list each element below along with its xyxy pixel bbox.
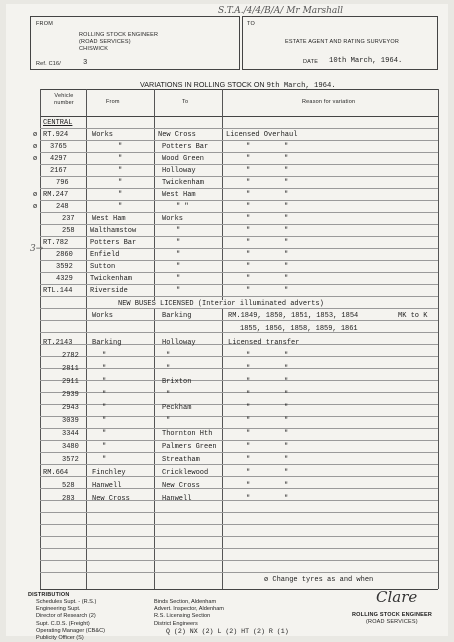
to-depot: Holloway [162, 167, 196, 175]
reason: " [246, 482, 251, 490]
tyre-mark: ø [33, 143, 38, 151]
reason: " [246, 287, 251, 295]
to-depot: New Cross [162, 482, 200, 490]
distribution-item: Director of Research (2) [36, 613, 96, 620]
reason-ditto: " [284, 495, 289, 503]
reason: Licensed Overhaul [226, 131, 298, 139]
vehicle-number: 3344 [62, 430, 79, 438]
distribution-title: DISTRIBUTION [28, 592, 70, 598]
from-depot: Potters Bar [90, 239, 137, 247]
reason-ditto: " [284, 251, 289, 259]
from-depot: " [102, 430, 107, 438]
vehicle-number: 2811 [62, 365, 79, 373]
ref-value: 3 [83, 59, 88, 67]
vehicle-number: 3039 [62, 417, 79, 425]
to-depot: " [176, 227, 181, 235]
reason-ditto: " [284, 275, 289, 283]
table-header-row [40, 89, 438, 117]
new-buses-extra: MK to K [398, 312, 428, 320]
from-depot: New Cross [92, 495, 130, 503]
to-depot: " " [176, 203, 189, 211]
vehicle-number: 3592 [56, 263, 73, 271]
reason: " [246, 430, 251, 438]
reason-ditto: " [284, 167, 289, 175]
reason-ditto: " [284, 179, 289, 187]
vehicle-number: RT.782 [43, 239, 69, 247]
to-depot: Twickenham [162, 179, 205, 187]
to-depot: Peckham [162, 404, 192, 412]
new-buses-from: Works [92, 312, 114, 320]
margin-arrow-mark: 3→ [30, 244, 44, 254]
reason-ditto: " [284, 155, 289, 163]
to-depot: Holloway [162, 339, 196, 347]
from-label: FROM [36, 21, 53, 27]
vehicle-number: RTL.144 [43, 287, 73, 295]
distribution-item: District Engineers [154, 620, 198, 627]
reason: " [246, 203, 251, 211]
title-date: 9th March, 1964. [266, 82, 336, 90]
from-depot: " [102, 391, 107, 399]
to-depot: " [166, 352, 171, 360]
handwritten-note: S.T.A./4/4/B/A/ Mr Marshall [218, 6, 343, 16]
reason: " [246, 417, 251, 425]
from-depot: " [102, 365, 107, 373]
reason: " [246, 495, 251, 503]
vehicle-number: 2943 [62, 404, 79, 412]
from-depot: " [102, 352, 107, 360]
vehicle-number: 2939 [62, 391, 79, 399]
vehicle-number: 2860 [56, 251, 73, 259]
reason-ditto: " [284, 365, 289, 373]
reason-ditto: " [284, 469, 289, 477]
vehicle-number: RM.664 [43, 469, 69, 477]
vehicle-number: 237 [62, 215, 75, 223]
reason: " [246, 469, 251, 477]
to-depot: " [176, 275, 181, 283]
reason-ditto: " [284, 456, 289, 464]
tyre-mark: ø [33, 155, 38, 163]
reason-ditto: " [284, 378, 289, 386]
reason-ditto: " [284, 391, 289, 399]
from-box [30, 16, 240, 70]
to-depot: " [176, 263, 181, 271]
from-depot: " [102, 378, 107, 386]
distribution-item: R.S. Licensing Section [154, 613, 211, 620]
to-depot: " [176, 287, 181, 295]
from-depot: " [118, 155, 123, 163]
vehicle-number: 3480 [62, 443, 79, 451]
vehicle-number: 3765 [50, 143, 67, 151]
vehicle-number: 248 [56, 203, 69, 211]
new-buses-heading: NEW BUSES LICENSED (Interior illuminated adverts) [118, 300, 324, 308]
new-buses-to: Barking [162, 312, 192, 320]
vehicle-number: RT.2143 [43, 339, 73, 347]
reason: " [246, 227, 251, 235]
reason: " [246, 391, 251, 399]
reason-ditto: " [284, 417, 289, 425]
reason: " [246, 143, 251, 151]
vehicle-number: 258 [62, 227, 75, 235]
col-header-from: From [106, 99, 120, 105]
to-depot: " [166, 391, 171, 399]
distribution-item: Operating Manager (CB&C) [36, 627, 106, 634]
to-depot: New Cross [158, 131, 196, 139]
reason-ditto: " [284, 352, 289, 360]
from-depot: " [118, 143, 123, 151]
vehicle-number: 2167 [50, 167, 67, 175]
from-depot: Works [92, 131, 114, 139]
reason-ditto: " [284, 443, 289, 451]
reason-ditto: " [284, 239, 289, 247]
reason: " [246, 167, 251, 175]
to-depot: " [166, 365, 171, 373]
reason-ditto: " [284, 143, 289, 151]
from-depot: " [118, 179, 123, 187]
signature-line1: ROLLING STOCK ENGINEER [352, 612, 433, 618]
from-depot: " [118, 203, 123, 211]
to-depot: " [176, 239, 181, 247]
reason: " [246, 352, 251, 360]
reason: " [246, 263, 251, 271]
reason: " [246, 404, 251, 412]
vehicle-number: 4297 [50, 155, 67, 163]
distribution-codes: Q (2) NX (2) L (2) HT (2) R (1) [166, 628, 289, 635]
reason: " [246, 251, 251, 259]
from-line3: CHISWICK [79, 46, 109, 52]
reason-ditto: " [284, 215, 289, 223]
distribution-right-list [154, 599, 224, 628]
from-depot: Finchley [92, 469, 126, 477]
from-depot: " [118, 167, 123, 175]
reason-ditto: " [284, 404, 289, 412]
to-depot: Thornton Hth [162, 430, 213, 438]
reason-ditto: " [284, 287, 289, 295]
vehicle-number: 4329 [56, 275, 73, 283]
reason: Licensed transfer [228, 339, 300, 347]
title-prefix: VARIATIONS IN ROLLING STOCK ON [140, 80, 265, 89]
distribution-item: Engineering Supt. [36, 606, 81, 613]
to-box [242, 16, 438, 70]
new-buses-line1: RM.1849, 1850, 1851, 1853, 1854 [228, 312, 359, 320]
ref-label: Ref. C16/ [36, 61, 62, 67]
from-depot: West Ham [92, 215, 126, 223]
from-depot: " [102, 443, 107, 451]
from-depot: Twickenham [90, 275, 133, 283]
reason: " [246, 239, 251, 247]
distribution-item: Supt. C.D.S. (Freight) [36, 620, 90, 627]
reason: " [246, 365, 251, 373]
reason: " [246, 179, 251, 187]
from-depot: " [102, 417, 107, 425]
table-border-right [438, 89, 439, 589]
from-depot: Riverside [90, 287, 128, 295]
vehicle-number: 2911 [62, 378, 79, 386]
reason: " [246, 456, 251, 464]
footnote: ø Change tyres as and when [264, 576, 374, 584]
from-depot: Sutton [90, 263, 116, 271]
reason-ditto: " [284, 482, 289, 490]
reason-ditto: " [284, 227, 289, 235]
reason-ditto: " [284, 191, 289, 199]
to-depot: Potters Bar [162, 143, 209, 151]
distribution-item: Schedules Supt. - (R.S.) [36, 599, 97, 605]
section-central: CENTRAL [43, 119, 73, 127]
to-value: ESTATE AGENT AND RATING SURVEYOR [285, 39, 400, 45]
distribution-item: Binds Section, Aldenham [154, 599, 217, 605]
col-header-vehicle: Vehicle number [54, 93, 74, 106]
document-sheet [6, 4, 448, 642]
reason: " [246, 443, 251, 451]
from-depot: " [102, 404, 107, 412]
signature-line2: (ROAD SERVICES) [366, 619, 418, 625]
tyre-mark: ø [33, 191, 38, 199]
reason: " [246, 191, 251, 199]
reason-ditto: " [284, 203, 289, 211]
to-depot: " [166, 417, 171, 425]
to-depot: Hanwell [162, 495, 192, 503]
reason: " [246, 378, 251, 386]
reason: " [246, 275, 251, 283]
date-value: 10th March, 1964. [329, 57, 403, 65]
distribution-item: Publicity Officer (S) [36, 635, 84, 642]
to-depot: Cricklewood [162, 469, 209, 477]
col-header-to: To [182, 99, 189, 105]
vehicle-number: RT.924 [43, 131, 69, 139]
from-depot: Walthamstow [90, 227, 137, 235]
vehicle-number: 796 [56, 179, 69, 187]
signature: Clare [376, 588, 418, 606]
to-depot: West Ham [162, 191, 196, 199]
to-label: TO [247, 21, 255, 27]
tyre-mark: ø [33, 203, 38, 211]
to-depot: Palmers Green [162, 443, 217, 451]
to-depot: Wood Green [162, 155, 205, 163]
to-depot: Works [162, 215, 184, 223]
from-depot: Hanwell [92, 482, 122, 490]
from-depot: " [118, 191, 123, 199]
reason: " [246, 155, 251, 163]
to-depot: Brixton [162, 378, 192, 386]
reason-ditto: " [284, 430, 289, 438]
reason: " [246, 215, 251, 223]
col-header-reason: Reason for variation [302, 99, 356, 105]
reason-ditto: " [284, 263, 289, 271]
from-depot: Barking [92, 339, 122, 347]
from-line2: (ROAD SERVICES) [79, 39, 131, 45]
from-depot: Enfield [90, 251, 120, 259]
vehicle-number: 283 [62, 495, 75, 503]
from-line1: ROLLING STOCK ENGINEER [79, 32, 159, 38]
vehicle-number: 3572 [62, 456, 79, 464]
tyre-mark: ø [33, 131, 38, 139]
to-depot: " [176, 251, 181, 259]
distribution-left-list [36, 599, 105, 642]
vehicle-number: 2782 [62, 352, 79, 360]
from-depot: " [102, 456, 107, 464]
distribution-item: Advert. Inspector, Aldenham [154, 606, 224, 613]
date-label: DATE [303, 59, 319, 65]
vehicle-number: 528 [62, 482, 75, 490]
to-depot: Streatham [162, 456, 200, 464]
vehicle-number: RM.247 [43, 191, 69, 199]
new-buses-line2: 1855, 1856, 1858, 1859, 1861 [240, 325, 358, 333]
